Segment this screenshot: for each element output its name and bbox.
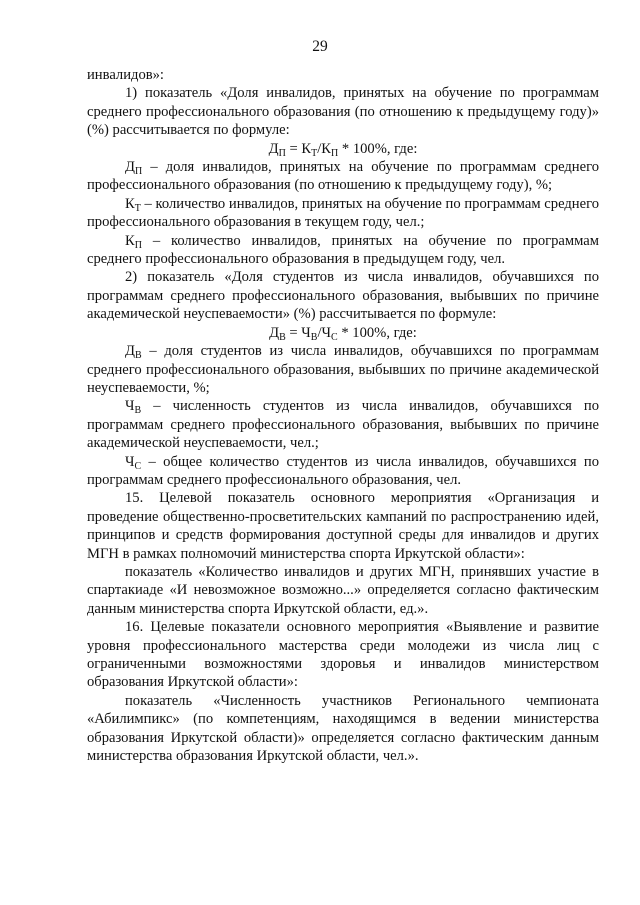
formula-2-numerator-subscript: В: [310, 331, 318, 343]
definition-3-subscript: П: [134, 239, 142, 251]
paragraph-continuation: инвалидов»:: [87, 67, 164, 83]
definition-6-subscript: С: [134, 460, 142, 472]
formula-2-lhs-subscript: В: [279, 331, 286, 343]
formula-1-denominator-subscript: П: [330, 147, 339, 159]
formula-1-numerator-subscript: Т: [311, 147, 318, 159]
formula-1-numerator: = К: [285, 140, 312, 157]
definition-2-subscript: Т: [134, 202, 141, 214]
definition-3: [87, 232, 599, 269]
paragraph-indicator-spartakiad: показатель «Количество инвалидов и других МГН, принявших участие в спартакиаде «И невозможное возможно...» определяется согласно фактическим данным министерства спорта Иркутской области, ед.».: [87, 563, 599, 617]
definition-1-text: – доля инвалидов, принятых на обучение по программам среднего профессионального образования (по отношению к предыдущему году), %;: [87, 159, 599, 194]
document-body: [87, 66, 599, 765]
paragraph-item-16: 16. Целевые показатели основного мероприятия «Выявление и развитие уровня профессионального мастерства среди молодежи из числа лиц с ограниченными возможностями здоровья и инвалидов министерством образования Иркутской области»:: [87, 619, 599, 691]
formula-1-lhs: Д: [268, 140, 279, 157]
definition-6-symbol: Ч: [125, 453, 135, 470]
definition-2: [87, 195, 599, 232]
definition-5: [87, 397, 599, 452]
definition-4: [87, 342, 599, 397]
formula-2-tail: * 100%, где:: [337, 324, 417, 341]
paragraph-item-15: 15. Целевой показатель основного мероприятия «Организация и проведение общественно-просветительских кампаний по распространению идей, принципов и средств формирования доступной среды для инвалидов и других МГН в рамках полномочий министерства спорта Иркутской области»:: [87, 490, 599, 562]
definition-4-symbol: Д: [125, 343, 135, 360]
formula-1-lhs-subscript: П: [278, 147, 286, 159]
formula-1-tail: * 100%, где:: [338, 140, 418, 157]
definition-4-subscript: В: [134, 350, 142, 362]
formula-2-numerator: = Ч: [285, 324, 311, 341]
definition-6-text: – общее количество студентов из числа инвалидов, обучавшихся по программам среднего профессионального образования, чел.: [87, 453, 599, 488]
definition-1-subscript: П: [134, 166, 143, 178]
definition-5-subscript: В: [134, 405, 142, 417]
definition-3-text: – количество инвалидов, принятых на обучение по программам среднего профессионального образования в предыдущем году, чел.: [87, 232, 599, 268]
formula-2: [87, 324, 599, 342]
formula-2-lhs: Д: [269, 324, 280, 341]
definition-2-symbol: К: [125, 195, 135, 212]
paragraph-indicator-2: 2) показатель «Доля студентов из числа инвалидов, обучавшихся по программам среднего профессионального образования, выбывших по причине академической неуспеваемости» (%) рассчитывается по формуле:: [87, 269, 599, 323]
formula-2-denominator-subscript: С: [331, 331, 338, 343]
formula-2-denominator: /Ч: [317, 324, 332, 341]
page-number: 29: [312, 38, 328, 55]
paragraph-indicator-abilympics: показатель «Численность участников Регионального чемпионата «Абилимпикс» (по компетенциям, находящимся в ведении министерства образования Иркутской области)» определяется согласно фактическим данным министерства образования Иркутской области, чел.».: [87, 692, 599, 765]
definition-4-text: – доля студентов из числа инвалидов, обучавшихся по программам среднего профессионального образования, выбывших по причине академической неуспеваемости, %;: [87, 343, 599, 396]
paragraph-indicator-1: 1) показатель «Доля инвалидов, принятых на обучение по программам среднего профессионального образования (по отношению к предыдущему году)» (%) рассчитывается по формуле:: [87, 85, 599, 139]
formula-1: [87, 140, 599, 158]
definition-2-text: – количество инвалидов, принятых на обучение по программам среднего профессионального образования в текущем году, чел.;: [87, 195, 599, 231]
formula-1-denominator: /К: [317, 140, 331, 157]
definition-5-text: – численность студентов из числа инвалидов, обучавшихся по программам среднего профессионального образования, выбывших по причине академической неуспеваемости, чел.;: [87, 398, 599, 452]
definition-3-symbol: К: [125, 232, 135, 249]
definition-1: [87, 158, 599, 195]
definition-5-symbol: Ч: [125, 398, 135, 415]
definition-6: [87, 453, 599, 490]
definition-1-symbol: Д: [125, 159, 135, 176]
